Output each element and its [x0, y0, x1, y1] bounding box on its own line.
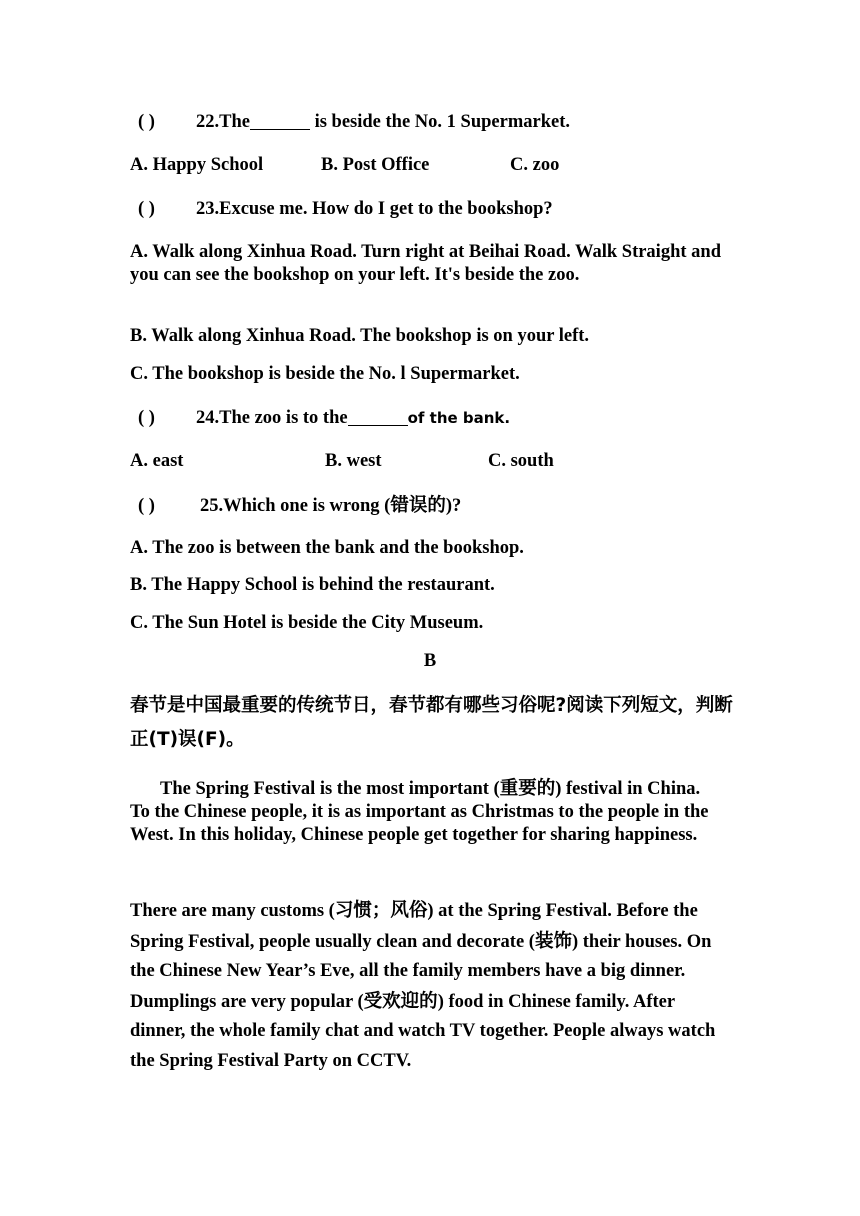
option-b: B. Post Office [321, 155, 430, 175]
answer-bracket[interactable]: ( ) [138, 112, 155, 132]
answer-bracket[interactable]: ( ) [138, 199, 155, 219]
option-c: C. zoo [510, 155, 560, 175]
question-24 [130, 407, 734, 430]
fill-blank[interactable] [348, 407, 408, 426]
question-text: 22.The [196, 112, 250, 132]
question-23-option-c: C. The bookshop is beside the No. l Supermarket. [130, 364, 520, 384]
question-24-options [130, 450, 734, 473]
section-b-instruction: 春节是中国最重要的传统节日，春节都有哪些习俗呢?阅读下列短文，判断正(T)误(F)。 [130, 695, 733, 750]
option-a: A. Happy School [130, 155, 264, 175]
question-23-option-a: A. Walk along Xinhua Road. Turn right at Beihai Road. Walk Straight and you can see the bookshop on your left. It's beside the zoo. [130, 242, 721, 285]
question-text-rest: of the bank. [407, 409, 511, 427]
question-text: 24.The zoo is to the [196, 408, 348, 428]
question-25-option-a: A. The zoo is between the bank and the bookshop. [130, 538, 524, 558]
question-25-option-b: B. The Happy School is behind the restaurant. [130, 575, 495, 595]
answer-bracket[interactable]: ( ) [138, 408, 155, 428]
passage-paragraph-1: The Spring Festival is the most important (重要的) festival in China. To the Chinese people, it is as important as Christmas to the people in the West. In this holiday, Chinese people get together for sharing happiness. [130, 778, 709, 845]
option-a: A. east [130, 451, 184, 471]
answer-bracket[interactable]: ( ) [138, 496, 155, 516]
section-b-label: B [423, 651, 437, 671]
question-text-end: )? [445, 496, 462, 516]
question-text-rest: is beside the No. 1 Supermarket. [309, 112, 570, 132]
question-text: 25.Which one is wrong ( [200, 496, 391, 516]
question-text: 23.Excuse me. How do I get to the bookshop? [196, 199, 553, 219]
question-25-option-c: C. The Sun Hotel is beside the City Museum. [130, 613, 484, 633]
question-23-option-b: B. Walk along Xinhua Road. The bookshop is on your left. [130, 326, 590, 346]
question-22-options [130, 154, 734, 177]
question-25 [130, 494, 734, 518]
option-b: B. west [325, 451, 382, 471]
question-22 [130, 111, 734, 134]
question-23 [130, 198, 734, 221]
fill-blank[interactable] [250, 111, 310, 130]
passage-paragraph-2: There are many customs (习惯；风俗) at the Spring Festival. Before the Spring Festival, people usually clean and decorate (装饰) their houses. On the Chinese New Year’s Eve, all the family members have a big dinner. Dumplings are very popular (受欢迎的) food in Chinese family. After dinner, the whole family chat and watch TV together. People always watch the Spring Festival Party on CCTV. [130, 900, 716, 1071]
question-text-cn: 错误的 [390, 495, 446, 516]
option-c: C. south [488, 451, 554, 471]
